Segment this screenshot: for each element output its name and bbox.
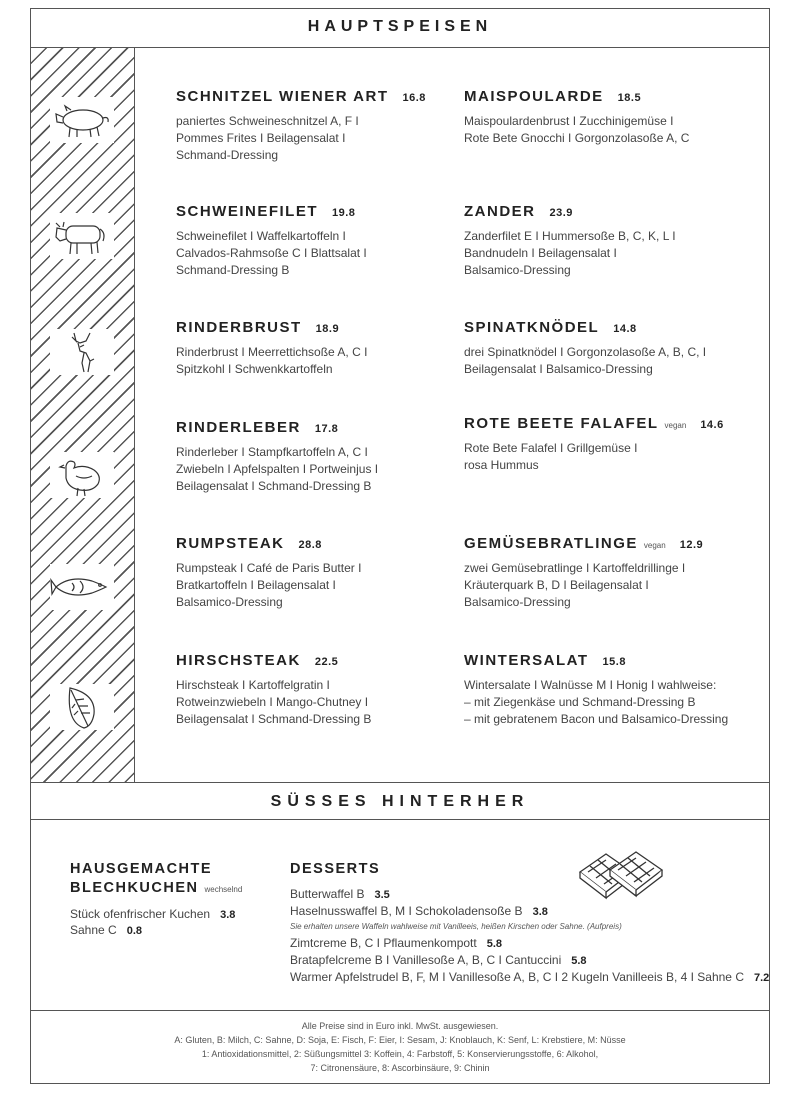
dish-rinderbrust [176,319,466,378]
dish-title: RINDERBRUST 18.9 [176,319,340,336]
dish-price: 19.8 [332,207,356,219]
dish-schnitzel [176,88,466,164]
dish-price: 14.8 [613,323,637,335]
dish-rumpsteak [176,535,466,611]
dish-price: 28.8 [298,539,322,551]
dessert-note: Sie erhalten unsere Waffeln wahlweise mit Vanilleeis, heißen Kirschen oder Sahne. (Aufpreis) [290,922,622,931]
dessert-item: Warmer Apfelstrudel B, F, M I Vanillesoße A, B, C I 2 Kugeln Vanilleeis B, 4 I Sahne C 7.2 [290,970,770,984]
dish-description: Wintersalate I Walnüsse M I Honig I wahlweise: – mit Ziegenkäse und Schmand-Dressing B – mit gebratenem Bacon und Balsamico-Dressing [464,678,729,726]
dish-description: paniertes Schweineschnitzel A, F I Pommes Frites I Beilagensalat I Schmand-Dressing [176,114,359,162]
fish-icon [50,564,114,610]
dish-title: SPINATKNÖDEL 14.8 [464,319,637,336]
desserts-title: DESSERTS [290,861,381,877]
dish-title: GEMÜSEBRATLINGE vegan 12.9 [464,535,704,552]
dish-title: ROTE BEETE FALAFEL vegan 14.6 [464,415,724,432]
dish-title: SCHNITZEL WIENER ART 16.8 [176,88,426,105]
dish-title: SCHWEINEFILET 19.8 [176,203,356,220]
dish-description: Maispoulardenbrust I Zucchinigemüse I Rote Bete Gnocchi I Gorgonzolasoße A, C [464,114,690,145]
dish-price: 14.6 [700,419,724,431]
dish-description: Hirschsteak I Kartoffelgratin I Rotweinzwiebeln I Mango-Chutney I Beilagensalat I Schmand-Dressing B [176,678,372,726]
dish-zander [464,203,764,279]
dish-description: Rote Bete Falafel I Grillgemüse I rosa Hummus [464,441,638,472]
dish-title: ZANDER 23.9 [464,203,573,220]
pig-icon [50,97,114,143]
kuchen-item: Sahne C 0.8 [70,923,142,937]
dish-description: Zanderfilet E I Hummersoße B, C, K, L I Bandnudeln I Beilagensalat I Balsamico-Dressing [464,229,676,277]
cow-icon [50,213,114,259]
dessert-item: Zimtcreme B, C I Pflaumenkompott 5.8 [290,936,503,950]
footer-allergens: A: Gluten, B: Milch, C: Sahne, D: Soja, E: Fisch, F: Eier, I: Sesam, J: Knoblauch, K: Senf, L: Krebstiere, M: Nüsse [174,1035,626,1045]
dish-spinatknoedel [464,319,764,378]
dish-maispoularde [464,88,764,147]
dish-description: drei Spinatknödel I Gorgonzolasoße A, B, C, I Beilagensalat I Balsamico-Dressing [464,345,707,376]
deer-icon [50,329,114,375]
dish-description: Rinderbrust I Meerrettichsoße A, C I Spitzkohl I Schwenkkartoffeln [176,345,368,376]
dish-rinderleber [176,419,466,495]
dish-title: RINDERLEBER 17.8 [176,419,339,436]
dish-hirschsteak [176,652,466,728]
waffle-icon [576,842,668,912]
dish-description: Schweinefilet I Waffelkartoffeln I Calvados-Rahmsoße C I Blattsalat I Schmand-Dressing B [176,229,367,277]
vegan-tag: vegan [664,421,687,430]
section-title-main: HAUPTSPEISEN [30,8,770,48]
dessert-item: Haselnusswaffel B, M I Schokoladensoße B 3.8 [290,904,548,918]
dessert-item: Bratapfelcreme B I Vanillesoße A, B, C I Cantuccini 5.8 [290,953,587,967]
dish-price: 22.5 [314,656,339,668]
dish-title: HIRSCHSTEAK 22.5 [176,652,339,669]
dish-price: 17.8 [314,423,339,435]
dish-price: 18.5 [617,92,642,104]
dish-falafel [464,415,764,474]
dish-title: RUMPSTEAK 28.8 [176,535,322,552]
dish-price: 18.9 [315,323,340,335]
dish-title: MAISPOULARDE 18.5 [464,88,642,105]
dish-description: Rinderleber I Stampfkartoffeln A, C I Zwiebeln I Apfelspalten I Portweinjus I Beilagensalat I Schmand-Dressing B [176,445,379,493]
kuchen-tag: wechselnd [204,885,243,894]
dish-price: 12.9 [679,539,704,551]
kuchen-title-line2: BLECHKUCHEN wechselnd [70,880,243,896]
dish-price: 16.8 [402,92,426,104]
vegan-tag: vegan [643,541,666,550]
hatched-sidebar [31,48,135,782]
dish-description: zwei Gemüsebratlinge I Kartoffeldrillinge I Kräuterquark B, D I Beilagensalat I Balsamico-Dressing [464,561,686,609]
section-title-dessert: SÜSSES HINTERHER [30,782,770,820]
leaf-icon [50,684,114,730]
footer-price-note: Alle Preise sind in Euro inkl. MwSt. ausgewiesen. [301,1021,499,1031]
dish-schweinefilet [176,203,466,279]
dish-gemuesebratlinge [464,535,764,611]
dish-price: 23.9 [549,207,573,219]
dessert-item: Butterwaffel B 3.5 [290,887,390,901]
footer-additives-2: 7: Citronensäure, 8: Ascorbinsäure, 9: Chinin [310,1063,490,1073]
allergen-footer [30,1010,770,1084]
kuchen-item: Stück ofenfrischer Kuchen 3.8 [70,907,236,921]
dish-wintersalat [464,652,764,728]
dish-description: Rumpsteak I Café de Paris Butter I Bratkartoffeln I Beilagensalat I Balsamico-Dressing [176,561,362,609]
chicken-icon [50,452,114,498]
footer-additives-1: 1: Antioxidationsmittel, 2: Süßungsmittel 3: Koffein, 4: Farbstoff, 5: Konservierungsstoffe, 6: Alkohol, [201,1049,599,1059]
kuchen-title-line1: HAUSGEMACHTE [70,861,213,877]
dish-title: WINTERSALAT 15.8 [464,652,626,669]
dish-price: 15.8 [602,656,626,668]
